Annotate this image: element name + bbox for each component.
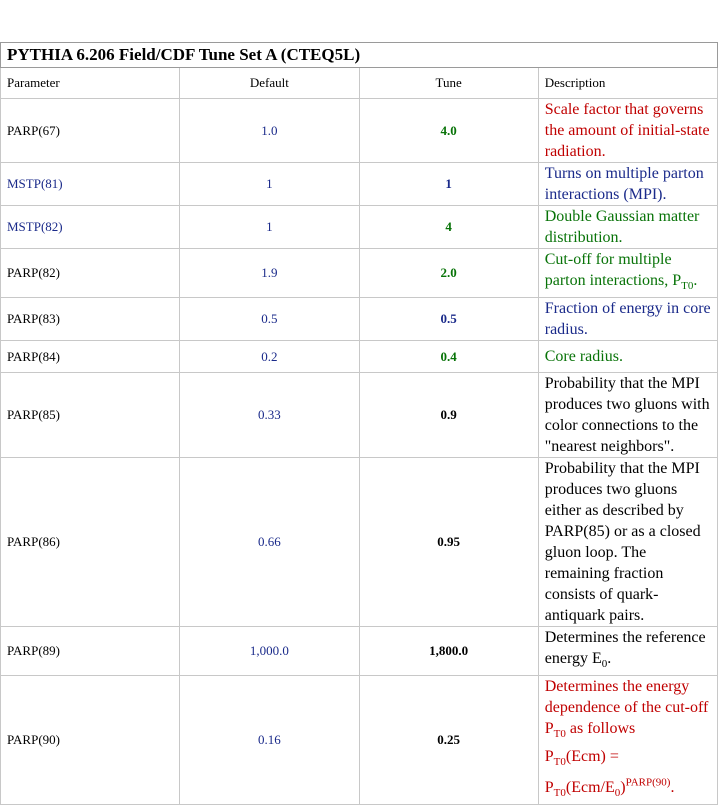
- default-cell: 1,000.0: [180, 627, 359, 676]
- param-cell: PARP(84): [1, 341, 180, 373]
- default-cell: 0.16: [180, 676, 359, 805]
- param-cell: PARP(86): [1, 458, 180, 627]
- description-end: .: [693, 272, 698, 289]
- table-row: [1, 99, 718, 163]
- header-row: [1, 68, 718, 99]
- table-row: [1, 627, 718, 676]
- description-cell: [538, 249, 717, 298]
- default-cell: 0.2: [180, 341, 359, 373]
- formula-sup: PARP(90): [625, 776, 671, 789]
- formula-part: (Ecm/E: [565, 779, 615, 797]
- default-cell: 1: [180, 163, 359, 206]
- formula-sub: T0: [553, 787, 566, 800]
- param-cell: PARP(85): [1, 373, 180, 458]
- formula-part: ): [620, 779, 626, 797]
- description-text: Determines the reference energy E: [544, 629, 706, 668]
- tune-cell: 0.5: [359, 298, 538, 341]
- header-parameter: Parameter: [1, 68, 180, 99]
- description-cell: [538, 627, 717, 676]
- subscript-text: T0: [681, 280, 694, 293]
- tune-cell: 4: [359, 206, 538, 249]
- parameter-table: [0, 42, 718, 805]
- subscript-text: T0: [553, 728, 566, 741]
- table-row: [1, 458, 718, 627]
- tune-cell: 2.0: [359, 249, 538, 298]
- description-text: Cut-off for multiple parton interactions, P: [544, 251, 682, 289]
- formula-part: P: [544, 747, 554, 765]
- formula-part: (Ecm) = P: [544, 747, 619, 797]
- table-title: PYTHIA 6.206 Field/CDF Tune Set A (CTEQ5L): [1, 43, 718, 68]
- description-cell: Double Gaussian matter distribution.: [538, 206, 717, 249]
- tune-cell: 0.9: [359, 373, 538, 458]
- table-row: [1, 298, 718, 341]
- table-row: [1, 206, 718, 249]
- parameter-table-container: [0, 42, 718, 805]
- table-row: [1, 249, 718, 298]
- table-row: [1, 163, 718, 206]
- table-row: [1, 341, 718, 373]
- description-text: Determines the energy dependence of the cut-off P: [544, 678, 709, 738]
- default-cell: 1.9: [180, 249, 359, 298]
- header-default: Default: [180, 68, 359, 99]
- param-cell: PARP(82): [1, 249, 180, 298]
- param-cell: PARP(89): [1, 627, 180, 676]
- description-cell: [538, 676, 717, 805]
- param-cell: MSTP(81): [1, 163, 180, 206]
- param-cell: MSTP(82): [1, 206, 180, 249]
- param-cell: PARP(67): [1, 99, 180, 163]
- description-cell: Core radius.: [538, 341, 717, 373]
- table-row: [1, 676, 718, 805]
- tune-cell: 0.4: [359, 341, 538, 373]
- formula: [544, 747, 675, 800]
- formula-part: .: [670, 779, 675, 797]
- header-tune: Tune: [359, 68, 538, 99]
- table-row: [1, 373, 718, 458]
- description-cell: Probability that the MPI produces two gluons either as described by PARP(85) or as a closed gluon loop. The remaining fraction consists of quark-antiquark pairs.: [538, 458, 717, 627]
- subscript-text: 0: [601, 658, 608, 671]
- description-cell: Probability that the MPI produces two gluons with color connections to the "nearest neighbors".: [538, 373, 717, 458]
- description-mid: as follows: [565, 720, 636, 738]
- tune-cell: 4.0: [359, 99, 538, 163]
- default-cell: 1: [180, 206, 359, 249]
- description-end: .: [607, 650, 612, 668]
- description-cell: Turns on multiple parton interactions (MPI).: [538, 163, 717, 206]
- description-cell: Fraction of energy in core radius.: [538, 298, 717, 341]
- default-cell: 1.0: [180, 99, 359, 163]
- tune-cell: 0.95: [359, 458, 538, 627]
- formula-sub: T0: [553, 755, 566, 768]
- header-description: Description: [538, 68, 717, 99]
- tune-cell: 1,800.0: [359, 627, 538, 676]
- tune-cell: 1: [359, 163, 538, 206]
- param-cell: PARP(83): [1, 298, 180, 341]
- default-cell: 0.66: [180, 458, 359, 627]
- formula-sub: 0: [614, 787, 621, 800]
- description-cell: Scale factor that governs the amount of initial-state radiation.: [538, 99, 717, 163]
- tune-cell: 0.25: [359, 676, 538, 805]
- default-cell: 0.33: [180, 373, 359, 458]
- param-cell: PARP(90): [1, 676, 180, 805]
- default-cell: 0.5: [180, 298, 359, 341]
